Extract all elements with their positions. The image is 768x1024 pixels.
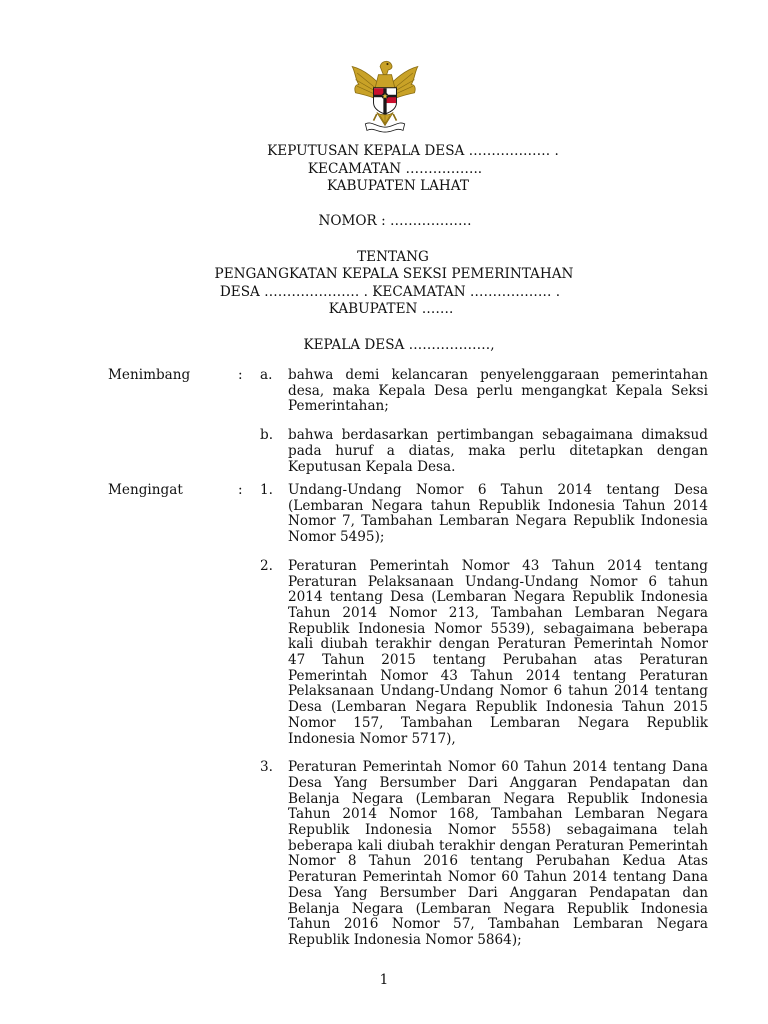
item-marker: 2.	[260, 557, 273, 574]
item-text: Undang-Undang Nomor 6 Tahun 2014 tentang Desa (Lembaran Negara tahun Republik Indonesia Tahun 2014 Nomor 7, Tambahan Lembaran Negara Republik Indonesia Nomor 5495);	[288, 482, 708, 546]
item-marker: b.	[260, 427, 274, 444]
title-tentang: TENTANG	[357, 248, 429, 265]
menimbang-colon: :	[238, 367, 243, 383]
title-kabupaten: KABUPATEN …….	[328, 301, 454, 318]
mengingat-item-3	[0, 760, 768, 948]
mengingat-section	[0, 483, 768, 949]
item-marker: 3.	[260, 759, 273, 776]
menimbang-item-b	[0, 428, 768, 475]
menimbang-item-a	[0, 368, 768, 415]
garuda-pancasila-emblem	[344, 55, 426, 137]
header-line-kabupaten: KABUPATEN LAHAT	[327, 178, 469, 195]
item-marker: 1.	[260, 482, 273, 498]
menimbang-section	[0, 368, 768, 475]
item-text: bahwa demi kelancaran penyelenggaraan pemerintahan desa, maka Kepala Desa perlu mengangkat Kepala Seksi Pemerintahan;	[288, 367, 708, 415]
menimbang-label: Menimbang	[108, 367, 191, 383]
item-text: Peraturan Pemerintah Nomor 43 Tahun 2014 tentang Peraturan Pelaksanaan Undang-Undang Nomor 6 tahun 2014 tentang Desa (Lembaran Negara Republik Indonesia Tahun 2014 Nomor 213, Tambahan Lembaran Negara Republik Indonesia Nomor 5539), sebagaimana beberapa kali diubah terakhir dengan Peraturan Pemerintah Nomor 47 Tahun 2015 tentang Perubahan atas Peraturan Pemerintah Nomor 43 Tahun 2014 tentang Peraturan Pelaksanaan Undang-Undang Nomor 6 tahun 2014 tentang Desa (Lembaran Negara Republik Indonesia Tahun 2015 Nomor 157, Tambahan Lembaran Negara Republik Indonesia Nomor 5717),	[288, 557, 708, 747]
page-number: 1	[379, 972, 389, 988]
header-line-kecamatan: KECAMATAN ……………..	[307, 160, 483, 177]
mengingat-item-2	[0, 559, 768, 747]
item-marker: a.	[260, 367, 273, 383]
document-header	[0, 144, 768, 355]
title-subject: PENGANGKATAN KEPALA SEKSI PEMERINTAHAN	[214, 266, 574, 283]
item-text: Peraturan Pemerintah Nomor 60 Tahun 2014 tentang Dana Desa Yang Bersumber Dari Anggaran Pendapatan dan Belanja Negara (Lembaran Negara Republik Indonesia Tahun 2014 Nomor 168, Tambahan Lembaran Negara Republik Indonesia Nomor 5558) sebagaimana telah beberapa kali diubah terakhir dengan Peraturan Pemerintah Nomor 8 Tahun 2016 tentang Perubahan Kedua Atas Peraturan Pemerintah Nomor 60 Tahun 2014 tentang Dana Desa Yang Bersumber Dari Anggaran Pendapatan dan Belanja Negara (Lembaran Negara Republik Indonesia Tahun 2016 Nomor 57, Tambahan Lembaran Negara Republik Indonesia Nomor 5864);	[288, 759, 708, 948]
mengingat-colon: :	[238, 482, 243, 498]
document-number: NOMOR : ………………	[318, 213, 472, 230]
mengingat-item-1	[0, 483, 768, 546]
header-line-title: KEPUTUSAN KEPALA DESA ……………… .	[267, 143, 559, 159]
garuda-emblem-icon	[344, 55, 426, 137]
mengingat-label: Mengingat	[108, 482, 183, 498]
kepala-desa-heading: KEPALA DESA ………………,	[303, 336, 495, 353]
title-desa-kecamatan: DESA ………………… . KECAMATAN ……………… .	[219, 283, 561, 300]
item-text: bahwa berdasarkan pertimbangan sebagaimana dimaksud pada huruf a diatas, maka perlu ditetapkan dengan Keputusan Kepala Desa.	[288, 427, 708, 475]
